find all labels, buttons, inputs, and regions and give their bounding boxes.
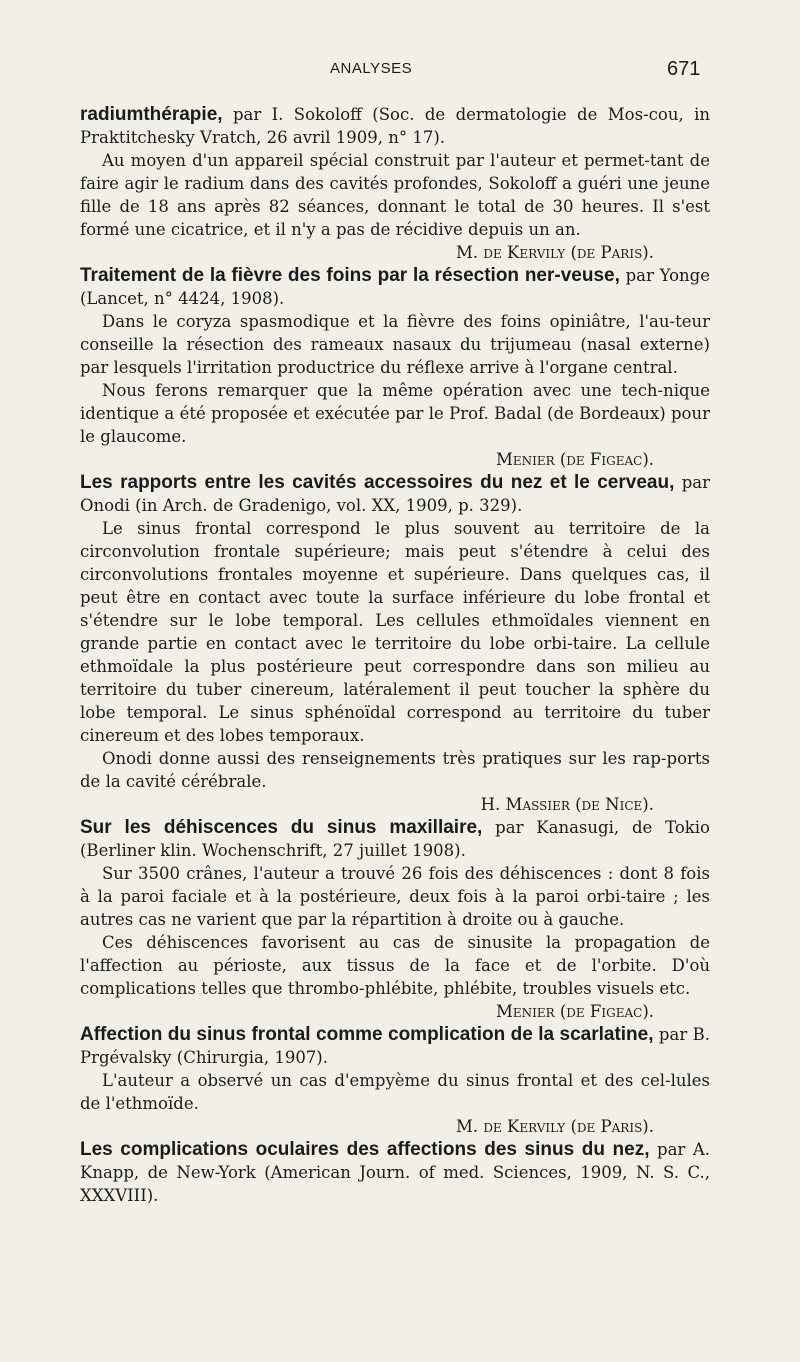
abstract-source: par B. Prgévalsky (Chirurgia, 1907). [80, 1025, 710, 1067]
abstract-paragraph: L'auteur a observé un cas d'empyème du sinus frontal et des cel-lules de l'ethmoïde. [80, 1071, 710, 1113]
article-column [80, 103, 710, 1207]
abstract-fievre-des-foins [80, 264, 710, 471]
abstract-paragraph: Ces déhiscences favorisent au cas de sinusite la propagation de l'affection au périoste, aux tissus de la face et de l'orbite. D'où complications telles que thrombo-phlébite, phlébite, troubles visuels etc. [80, 933, 710, 998]
abstract-source: par A. Knapp, de New-York (American Journ. of med. Sciences, 1909, N. S. C., XXXVIII). [80, 1140, 710, 1205]
abstract-signature: Menier (de Figeac). [495, 450, 654, 469]
page-number: 671 [667, 58, 701, 80]
abstract-title: radiumthérapie, [80, 104, 223, 125]
abstract-title: Sur les déhiscences du sinus maxillaire, [80, 817, 483, 838]
abstract-signature: Menier (de Figeac). [495, 1002, 654, 1021]
abstract-source: par Onodi (in Arch. de Gradenigo, vol. XX, 1909, p. 329). [80, 473, 710, 515]
abstract-paragraph: Onodi donne aussi des renseignements très pratiques sur les rap-ports de la cavité cérébrale. [80, 749, 710, 791]
abstract-title: Les complications oculaires des affections des sinus du nez, [80, 1139, 650, 1160]
abstract-cavites-cerveau [80, 471, 710, 816]
abstract-heading [80, 1138, 710, 1207]
abstract-radiumtherapie [80, 103, 710, 264]
abstract-heading [80, 816, 710, 862]
running-header: ANALYSES [330, 60, 413, 77]
abstract-signature: H. Massier (de Nice). [480, 795, 654, 814]
abstract-paragraph: Dans le coryza spasmodique et la fièvre des foins opiniâtre, l'au-teur conseille la résection des rameaux nasaux du trijumeau (nasal externe) par lesquels l'irritation productrice du réflexe arrive à l'organe central. [80, 312, 710, 377]
abstract-heading [80, 1023, 710, 1069]
abstract-title: Les rapports entre les cavités accessoires du nez et le cerveau, [80, 472, 675, 493]
abstract-paragraph: Le sinus frontal correspond le plus souvent au territoire de la circonvolution frontale supérieure; mais peut s'étendre à celui des circonvolutions frontales moyenne et supérieure. Dans quelques cas, il peut être en contact avec toute la surface inférieure du lobe frontal et s'étendre sur le lobe temporal. Les cellules ethmoïdales viennent en grande partie en contact avec le territoire du lobe orbi-taire. La cellule ethmoïdale la plus postérieure peut correspondre dans son milieu au territoire du tuber cinereum, latéralement il peut toucher la sphère du lobe temporal. Le sinus sphénoïdal correspond au territoire du tuber cinereum et des lobes temporaux. [80, 519, 710, 745]
abstract-complications-oculaires [80, 1138, 710, 1207]
abstract-paragraph: Sur 3500 crânes, l'auteur a trouvé 26 fois des déhiscences : dont 8 fois à la paroi faciale et à la postérieure, deux fois à la paroi orbi-taire ; les autres cas ne varient que par la répartition à droite ou à gauche. [80, 864, 710, 929]
abstract-signature: M. de Kervily (de Paris). [456, 243, 654, 262]
abstract-heading [80, 471, 710, 517]
abstract-source: par Yonge (Lancet, n° 4424, 1908). [80, 266, 710, 308]
abstract-paragraph: Nous ferons remarquer que la même opération avec une tech-nique identique a été proposée et exécutée par le Prof. Badal (de Bordeaux) pour le glaucome. [80, 381, 710, 446]
abstract-sinus-maxillaire [80, 816, 710, 1023]
abstract-signature: M. de Kervily (de Paris). [456, 1117, 654, 1136]
abstract-title: Affection du sinus frontal comme complication de la scarlatine, [80, 1024, 654, 1045]
abstract-heading [80, 264, 710, 310]
abstract-heading [80, 103, 710, 149]
abstract-paragraph: Au moyen d'un appareil spécial construit par l'auteur et permet-tant de faire agir le radium dans des cavités profondes, Sokoloff a guéri une jeune fille de 18 ans après 82 séances, donnant le total de 30 heures. Il s'est formé une cicatrice, et il n'y a pas de récidive depuis un an. [80, 151, 710, 239]
abstract-sinus-frontal-scarlatine [80, 1023, 710, 1138]
abstract-source: par Kanasugi, de Tokio (Berliner klin. Wochenschrift, 27 juillet 1908). [80, 818, 710, 860]
abstract-title: Traitement de la fièvre des foins par la résection ner-veuse, [80, 265, 620, 286]
abstract-source: par I. Sokoloff (Soc. de dermatologie de Mos-cou, in Praktitchesky Vratch, 26 avril 1909, n° 17). [80, 105, 710, 147]
